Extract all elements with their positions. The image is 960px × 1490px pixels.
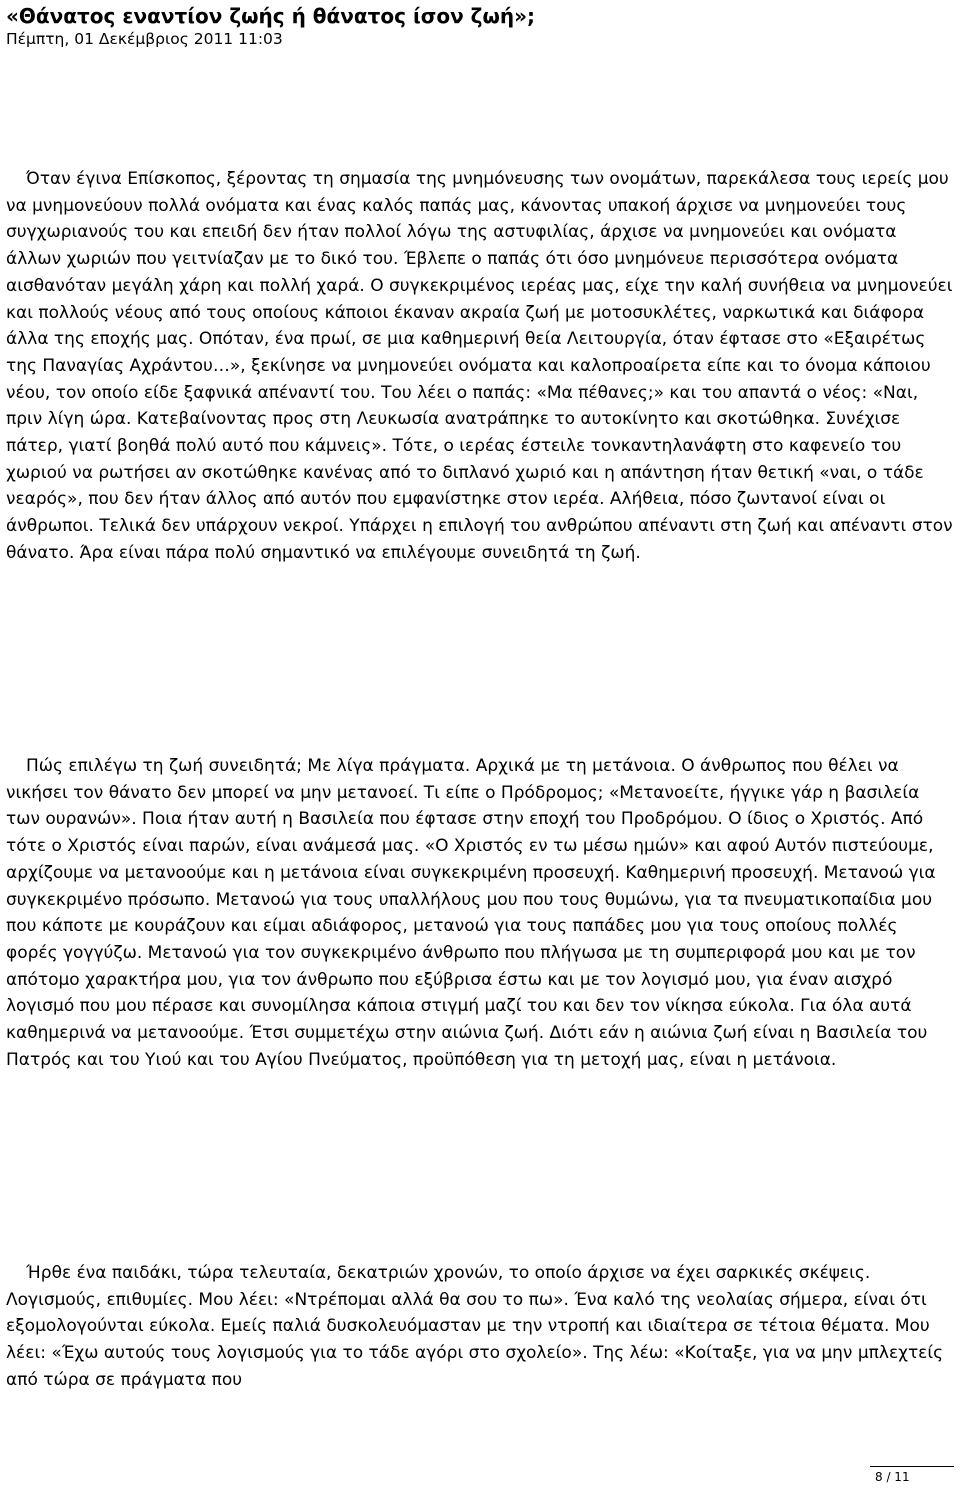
body-paragraph: Πώς επιλέγω τη ζωή συνειδητά; Με λίγα πράγματα. Αρχικά με τη μετάνοια. Ο άνθρωπος που θέλει να νικήσει τον θάνατο δεν μπορεί να μην μετανοεί. Τι είπε ο Πρόδρομος; «Μετανοείτε, ήγγικε γάρ η βασιλεία των ουρανών». Ποια ήταν αυτή η Βασιλεία που έφτασε στην εποχή του Προδρόμου. Ο ίδιος ο Χριστός. Από τότε ο Χριστός είναι παρών, είναι ανάμεσά μας. «Ο Χριστός εν τω μέσω ημών» και αφού Αυτόν πιστεύουμε, αρχίζουμε να μετανοούμε και η μετάνοια είναι συγκεκριμένη προσευχή. Καθημερινή προσευχή. Μετανοώ για συγκεκριμένο πρόσωπο. Μετανοώ για τους υπαλλήλους μου που τους θυμώνω, για τα πνευματικοπαίδια μου που κάποτε με κουράζουν και είμαι αδιάφορος, μετανοώ για τους παπάδες μου για τους οποίους πολλές φορές γογγύζω. Μετανοώ για τον συγκεκριμένο άνθρωπο που πλήγωσα με τη συμπεριφορά μου και με τον απότομο χαρακτήρα μου, για τον άνθρωπο που εξύβρισα έστω και με τον λογισμό μου, για έναν αισχρό λογισμό που μου πέρασε και συνομίλησα κάποια στιγμή μαζί του και δεν τον νίκησα εύκολα. Για όλα αυτά καθημερινά να μετανοούμε. Έτσι συμμετέχω στην αιώνια ζωή. Διότι εάν η αιώνια ζωή είναι η Βασιλεία του Πατρός και του Υιού και του Αγίου Πνεύματος, προϋπόθεση για τη μετοχή μας, είναι η μετάνοια.	[6, 756, 936, 1070]
article-date: Πέμπτη, 01 Δεκέμβριος 2011 11:03	[6, 30, 283, 48]
body-paragraph: Όταν έγινα Επίσκοπος, ξέροντας τη σημασία της μνημόνευσης των ονομάτων, παρεκάλεσα τους ιερείς μου να μνημονεύουν πολλά ονόματα και ένας καλός παπάς μας, κάνοντας υπακοή άρχισε να μνημονεύει τους συγχωριανούς του και επειδή δεν ήταν πολλοί λόγω της αστυφιλίας, άρχισε να μνημονεύει και ονόματα άλλων χωριών που γειτνίαζαν με το δικό του. Έβλεπε ο παπάς ότι όσο μνημόνευε περισσότερα ονόματα αισθανόταν μεγάλη χάρη και πολλή χαρά. Ο συγκεκριμένος ιερέας μας, είχε την καλή συνήθεια να μνημονεύει και πολλούς νέους από τους οποίους κάποιοι έκαναν ακραία ζωή με μοτοσυκλέτες, ναρκωτικά και διάφορα άλλα της εποχής μας. Οπόταν, ένα πρωί, σε μια καθημερινή θεία Λειτουργία, όταν έφτασε στο «Εξαιρέτως της Παναγίας Αχράντου…», ξεκίνησε να μνημονεύει ονόματα και καλοπροαίρετα είπε και το όνομα κάποιου νέου, τον οποίο είδε ξαφνικά απέναντί του. Του λέει ο παπάς: «Μα πέθανες;» και του απαντά ο νέος: «Ναι, πριν λίγη ώρα. Κατεβαίνοντας προς στη Λευκωσία ανατράπηκε το αυτοκίνητο και σκοτώθηκα. Συνέχισε πάτερ, γιατί βοηθά πολύ αυτό που κάμνεις». Τότε, ο ιερέας έστειλε τονκαντηλανάφτη στο καφενείο του χωριού να ρωτήσει αν σκοτώθηκε κανένας από το διπλανό χωριό και η απάντηση ήταν θετική «ναι, ο τάδε νεαρός», που δεν ήταν άλλος από αυτόν που εμφανίστηκε στον ιερέα. Αλήθεια, πόσο ζωντανοί είναι οι άνθρωποι. Τελικά δεν υπάρχουν νεκροί. Υπάρχει η επιλογή του ανθρώπου απέναντι στη ζωή και απέναντι στον θάνατο. Άρα είναι πάρα πολύ σημαντικό να επιλέγουμε συνειδητά τη ζωή.	[6, 169, 953, 563]
page-number: 8 / 11	[875, 1470, 910, 1484]
footer-divider	[870, 1466, 954, 1467]
article-title: «Θάνατος εναντίον ζωής ή θάνατος ίσον ζωή»;	[6, 4, 536, 28]
body-paragraph: Ήρθε ένα παιδάκι, τώρα τελευταία, δεκατριών χρονών, το οποίο άρχισε να έχει σαρκικές σκέψεις. Λογισμούς, επιθυμίες. Μου λέει: «Ντρέπομαι αλλά θα σου το πω». Ένα καλό της νεολαίας σήμερα, είναι ότι εξομολογούνται εύκολα. Εμείς παλιά δυσκολευόμασταν με την ντροπή και ιδιαίτερα σε τέτοια θέματα. Μου λέει: «Έχω αυτούς τους λογισμούς για το τάδε αγόρι στο σχολείο». Της λέω: «Κοίταξε, για να μην μπλεχτείς από τώρα σε πράγματα που	[6, 1263, 944, 1390]
